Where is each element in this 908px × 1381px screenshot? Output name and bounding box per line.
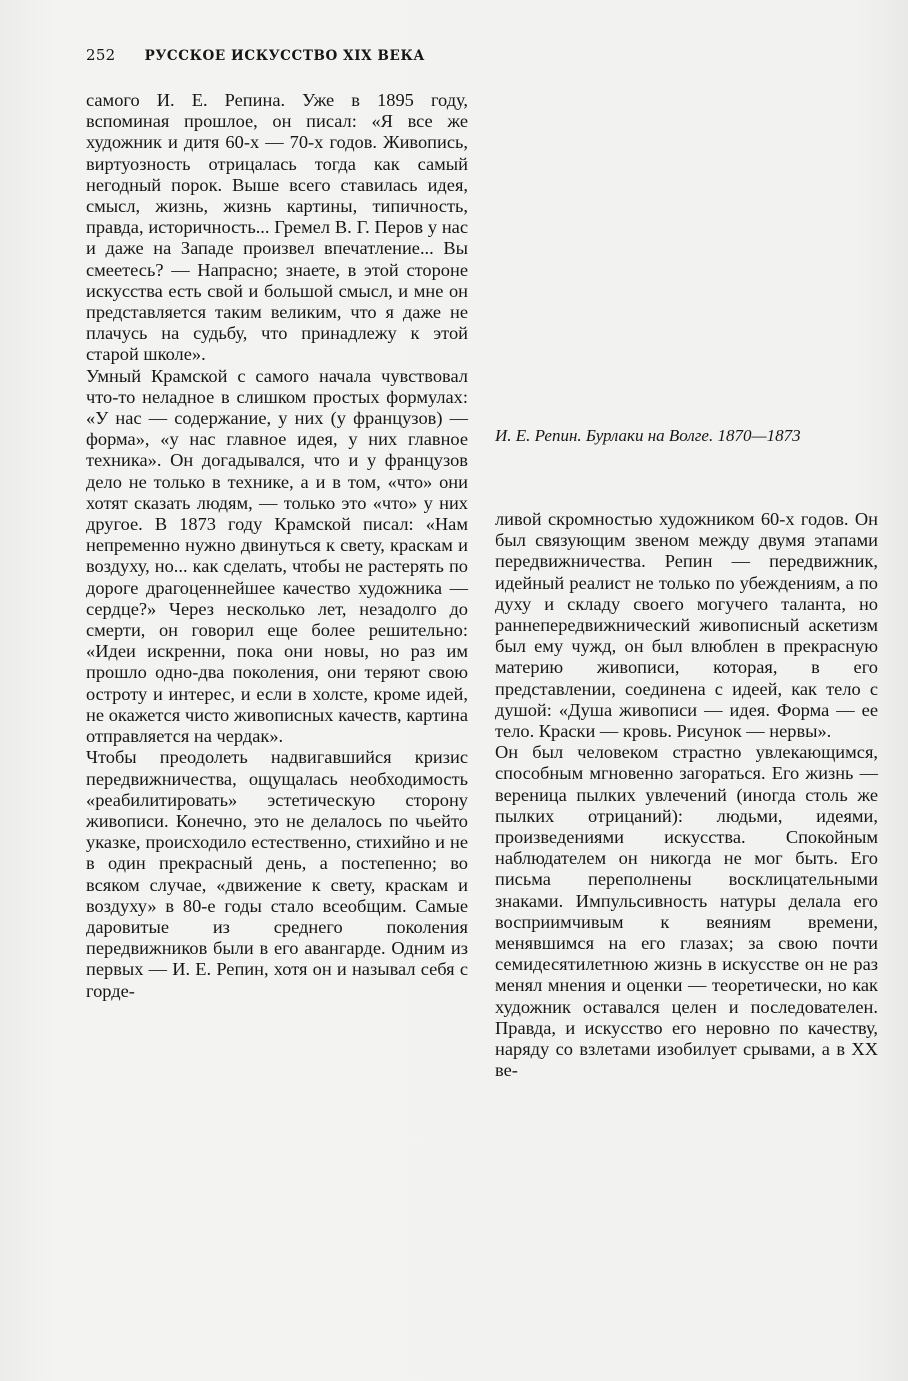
paragraph: Он был человеком страстно увлекающимся, способным мгновенно загораться. Его жизнь — вереница пылких увлечений (иногда столь же пылких отрицаний): людьми, идеями, произведениями искусства. Спокойным наблюдателем он никогда не мог быть. Его письма переполнены восклицательными знаками. Импульсивность натуры делала его восприимчивым к веяниям времени, менявшимся на его глазах; за свою почти семидесятилетнюю жизнь в искусстве он не раз менял мнения и оценки — теоретически, но как художник оставался целен и последователен. Правда, и искусство его неровно по качеству, наряду со взлетами изобилует срывами, а в XX ве-	[495, 742, 878, 1081]
left-text-column	[86, 90, 468, 1002]
figure-caption: И. Е. Репин. Бурлаки на Волге. 1870—1873	[495, 426, 801, 445]
running-head	[86, 46, 486, 68]
paragraph: Чтобы преодолеть надвигавшийся кризис передвижничества, ощущалась необходимость «реабилитировать» эстетическую сторону живописи. Конечно, это не делалось по чьейто указке, происходило естественно, стихийно и не в один прекрасный день, а постепенно; во всяком случае, «движение к свету, краскам и воздуху» в 80-е годы стало всеобщим. Самые даровитые из среднего поколения передвижников были в его авангарде. Одним из первых — И. Е. Репин, хотя он и называл себя с горде-	[86, 747, 468, 1001]
paragraph: самого И. Е. Репина. Уже в 1895 году, вспоминая прошлое, он писал: «Я все же художник и дитя 60-х — 70-х годов. Живопись, виртуозность отрицалась тогда как самый негодный порок. Выше всего ставилась идея, смысл, жизнь, жизнь картины, типичность, правда, историчность... Гремел В. Г. Перов у нас и даже на Западе произвел впечатление... Вы смеетесь? — Напрасно; знаете, в этой стороне искусства есть свой и большой смысл, и мне он представляется таким великим, что я даже не плачусь на судьбу, что принадлежу к этой старой школе».	[86, 90, 468, 365]
right-text-column	[495, 509, 878, 1081]
section-title: РУССКОЕ ИСКУССТВО XIX ВЕКА	[144, 48, 425, 64]
paragraph: ливой скромностью художником 60-х годов. Он был связующим звеном между двумя этапами передвижничества. Репин — передвижник, идейный реалист не только по убеждениям, а по духу и складу своего могучего таланта, но раннепередвижнический живописный аскетизм был ему чужд, он был влюблен в прекрасную материю живописи, которая, в его представлении, соединена с идеей, как тело с душой: «Душа живописи — идея. Форма — ее тело. Краски — кровь. Рисунок — нервы».	[495, 509, 878, 742]
paragraph: Умный Крамской с самого начала чувствовал что-то неладное в слишком простых формулах: «У нас — содержание, у них (у французов) — форма», «у нас главное идея, у них главное техника». Он догадывался, что и у французов дело не только в технике, а и в том, «что» они хотят сказать людям, — только это «что» у них другое. В 1873 году Крамской писал: «Нам непременно нужно двинуться к свету, краскам и воздуху, но... как сделать, чтобы не растерять по дороге драгоценнейшее качество художника — сердце?» Через несколько лет, незадолго до смерти, он говорил еще более решительно: «Идеи искренни, пока они новы, но раз им прошло одно-два поколения, они теряют свою остроту и интерес, и если в холсте, кроме идей, не окажется чисто живописных качеств, картина отправляется на чердак».	[86, 365, 468, 747]
page-number: 252	[86, 46, 116, 64]
